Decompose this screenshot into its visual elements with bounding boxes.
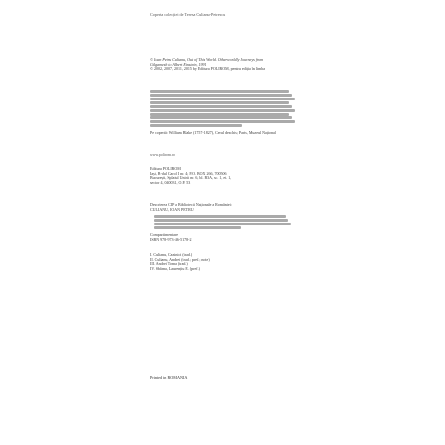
- cip-details: [150, 233, 300, 242]
- cover-credit: Coperta colecției de Teresa Culianu-Petrescu: [150, 12, 226, 17]
- text-line: [154, 226, 241, 229]
- copyright-line-3: © 2002, 2007, 2011, 2015 by Editura POLIROM, pentru ediția în limba: [150, 66, 265, 72]
- cip-contributor-2: II. Culianu, Andrei (trad.; pref.; note): [150, 256, 210, 262]
- copyright-block: [150, 58, 300, 72]
- text-line: [154, 223, 291, 226]
- text-line: [150, 101, 289, 104]
- cip-description: [154, 215, 294, 230]
- text-line: [150, 124, 242, 127]
- text-line: [150, 120, 295, 123]
- publisher-name: Editura POLIROM: [150, 166, 181, 171]
- cip-contributor-4: IV. Sbârna, Laurențiu E. (pref.): [150, 265, 200, 271]
- text-line: [154, 215, 286, 218]
- publisher-address-2: București, Splaiul Unirii nr. 6, bl. B3A, sc. 1, et. 1,: [150, 175, 232, 181]
- cip-contributor-3: III. Andrei Toma (trad.): [150, 261, 188, 267]
- cip-isbn: ISBN 978-973-46-5178-2: [150, 236, 192, 242]
- printed-in-label: Printed in ROMANIA: [150, 375, 188, 380]
- text-line: [154, 219, 288, 222]
- cip-block: [150, 203, 300, 212]
- publisher-block: [150, 167, 300, 185]
- copyright-line-2: Gilgamesh to Albert Einstein, 1991: [150, 61, 207, 67]
- text-line: [150, 90, 289, 93]
- copyright-line-1: © Ioan Petru Culianu, Out of This World. Otherworldly Journeys from: [150, 57, 264, 62]
- rights-paragraph: [150, 90, 298, 128]
- cip-contributor-1: I. Culianu, Cazinici (trad.): [150, 252, 193, 257]
- text-line: [150, 94, 292, 97]
- cip-title: Descrierea CIP a Bibliotecii Naționale a României:: [150, 202, 232, 207]
- text-line: [150, 113, 289, 116]
- cip-author: CULIANU, IOAN PETRU: [150, 206, 194, 212]
- cip-contributors: [150, 253, 300, 271]
- website-label: www.polirom.ro: [150, 153, 176, 157]
- publisher-address-3: sector 4, 040031, O.P. 53: [150, 179, 191, 185]
- text-line: [150, 105, 292, 108]
- publisher-address-1: Iași, B-dul Carol I nr. 4; P.O. BOX 266, 700506: [150, 170, 227, 176]
- cip-tag: Compartimentare: [150, 232, 178, 237]
- text-line: [150, 109, 295, 112]
- cover-image-credit: [150, 131, 300, 136]
- cover-image-credit-text: Pe copertă: William Blake (1757-1827), Cerul deschis; Paris, Muzeul Național: [150, 130, 276, 135]
- text-line: [150, 116, 292, 119]
- text-line: [150, 98, 295, 101]
